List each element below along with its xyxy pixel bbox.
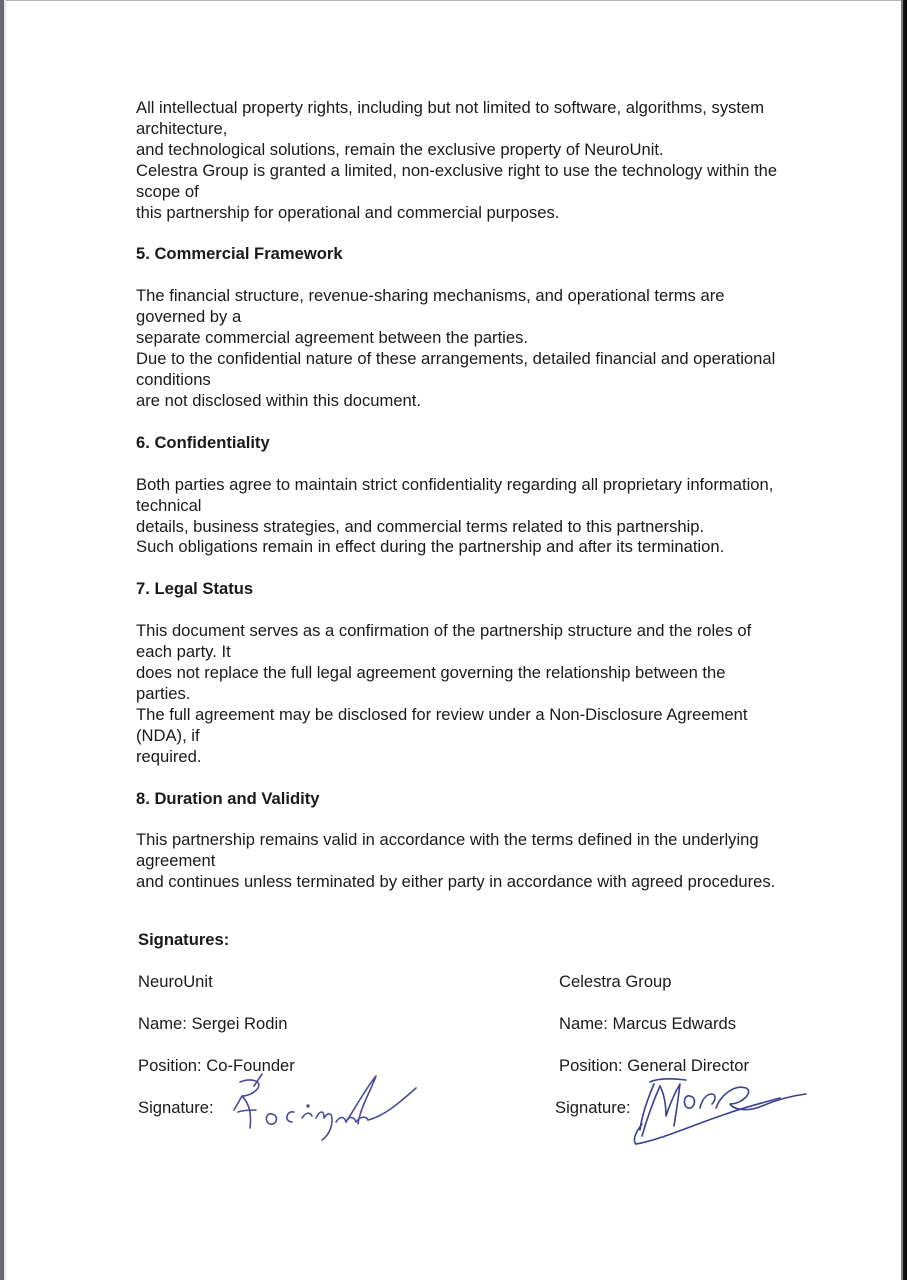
company-name: NeuroUnit xyxy=(138,972,213,991)
confidentiality-paragraph xyxy=(136,475,836,559)
text-line: Due to the confidential nature of these arrangements, detailed financial and operational xyxy=(136,349,776,369)
duration-validity-paragraph xyxy=(136,830,836,893)
signature-label: Signature: xyxy=(138,1098,214,1117)
text-line: each party. It xyxy=(136,642,231,662)
text-line: The financial structure, revenue-sharing mechanisms, and operational terms are xyxy=(136,286,725,306)
signatory-name: Name: Marcus Edwards xyxy=(559,1014,737,1033)
text-line: separate commercial agreement between the parties. xyxy=(136,328,529,348)
text-line: The full agreement may be disclosed for review under a Non-Disclosure Agreement xyxy=(136,704,748,724)
section-heading-duration-validity: 8. Duration and Validity xyxy=(136,788,320,808)
text-line: required. xyxy=(136,746,202,766)
text-line: does not replace the full legal agreement governing the relationship between the xyxy=(136,663,726,683)
handwritten-signature-edwards-icon xyxy=(630,1074,810,1154)
company-name: Celestra Group xyxy=(559,972,672,991)
signature-label: Signature: xyxy=(555,1098,631,1117)
text-line: technical xyxy=(136,495,202,515)
text-line: parties. xyxy=(136,683,191,703)
page-top-edge xyxy=(0,0,907,1)
text-line: and continues unless terminated by either party in accordance with agreed procedures. xyxy=(136,872,776,892)
text-line: Such obligations remain in effect during the partnership and after its termination. xyxy=(136,537,725,557)
legal-status-paragraph xyxy=(136,621,836,767)
intellectual-property-paragraph xyxy=(136,98,836,223)
text-line: This document serves as a confirmation of the partnership structure and the roles of xyxy=(136,621,752,641)
page-left-edge-shadow xyxy=(4,0,6,1280)
section-heading-confidentiality: 6. Confidentiality xyxy=(136,432,270,452)
text-line: All intellectual property rights, including but not limited to software, algorithms, system xyxy=(136,98,765,117)
text-line: Celestra Group is granted a limited, non-exclusive right to use the technology within the xyxy=(136,160,778,180)
text-line: (NDA), if xyxy=(136,725,200,745)
signatures-heading: Signatures: xyxy=(138,930,230,949)
signatory-position: Position: General Director xyxy=(559,1056,749,1075)
text-line: and technological solutions, remain the exclusive property of NeuroUnit. xyxy=(136,139,664,159)
text-line: details, business strategies, and commercial terms related to this partnership. xyxy=(136,516,705,536)
commercial-framework-paragraph xyxy=(136,286,836,411)
handwritten-signature-rodin-icon xyxy=(228,1072,428,1142)
text-line: architecture, xyxy=(136,118,228,138)
text-line: Both parties agree to maintain strict confidentiality regarding all proprietary information, xyxy=(136,474,774,494)
text-line: are not disclosed within this document. xyxy=(136,390,422,410)
text-line: conditions xyxy=(136,369,211,389)
signatory-name: Name: Sergei Rodin xyxy=(138,1014,288,1033)
section-heading-legal-status: 7. Legal Status xyxy=(136,579,254,599)
text-line: agreement xyxy=(136,851,216,871)
text-line: scope of xyxy=(136,181,199,201)
text-line: governed by a xyxy=(136,307,242,327)
page-right-edge xyxy=(901,0,907,1280)
document-body xyxy=(136,98,836,893)
signatory-position: Position: Co-Founder xyxy=(138,1056,295,1075)
text-line: this partnership for operational and commercial purposes. xyxy=(136,202,560,222)
text-line: This partnership remains valid in accordance with the terms defined in the underlying xyxy=(136,830,759,850)
section-heading-commercial-framework: 5. Commercial Framework xyxy=(136,244,343,264)
